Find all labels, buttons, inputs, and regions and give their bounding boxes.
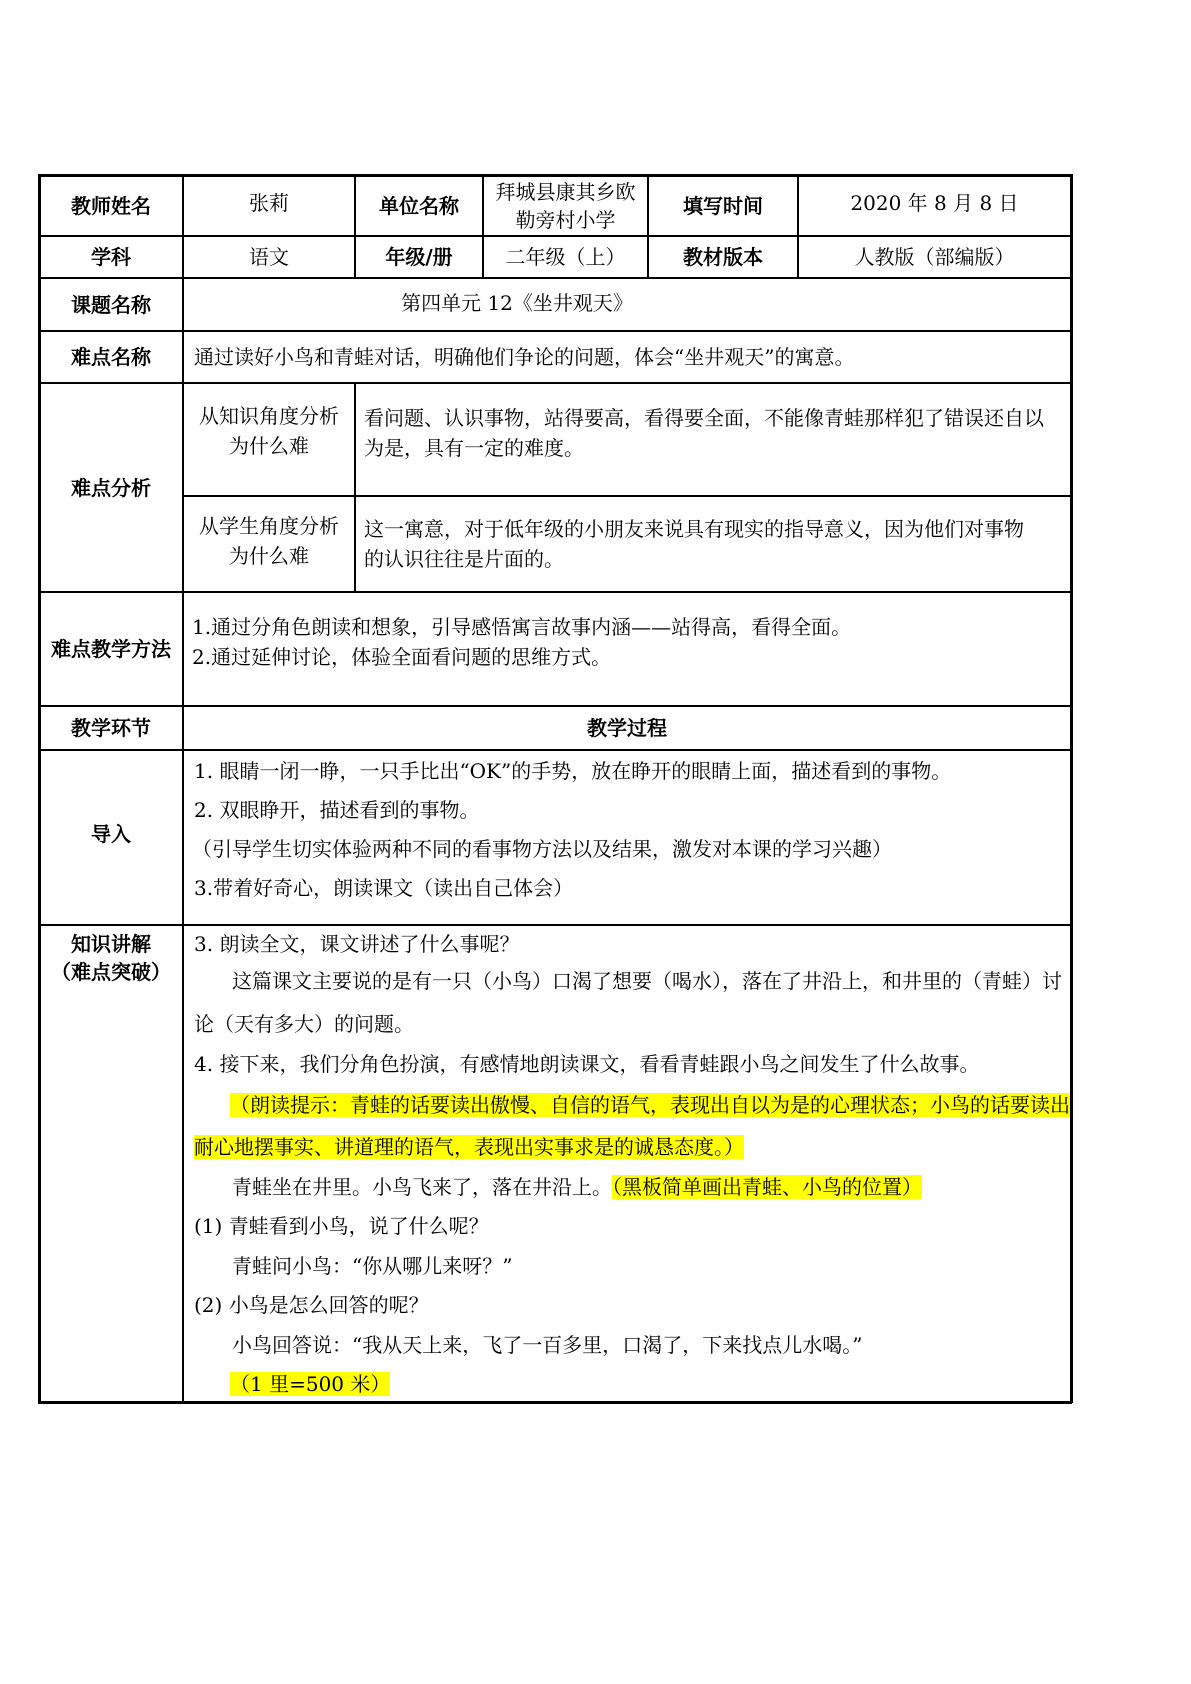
- unit-name-line: 拜城县康其乡欧: [495, 179, 636, 204]
- knowledge-line: 4. 接下来，我们分角色扮演，有感情地朗读课文，看看青蛙跟小鸟之间发生了什么故事。: [194, 1052, 980, 1076]
- method-label: 难点教学方法: [51, 637, 171, 661]
- unit-name-value: [484, 176, 647, 235]
- knowledge-highlight-line: [194, 1086, 1070, 1128]
- knowledge-line: 3. 朗读全文，课文讲述了什么事呢？: [194, 932, 520, 956]
- method-text: [192, 612, 1062, 692]
- knowledge-angle-line: 为是，具有一定的难度。: [364, 436, 584, 460]
- unit-name-label: 单位名称: [379, 193, 459, 218]
- knowledge-line: 小鸟回答说：“我从天上来，飞了一百多里，口渴了，下来找点儿水喝。”: [232, 1333, 863, 1357]
- table-border-right: [1070, 174, 1073, 1403]
- intro-label: 导入: [91, 821, 131, 846]
- reading-tip: （朗读提示：青蛙的话要读出傲慢、自信的语气，表现出自以为是的心理状态；小鸟的话要读出: [230, 1093, 1070, 1117]
- difficulty-label: 难点名称: [71, 345, 151, 369]
- topic-label: 课题名称: [71, 292, 151, 317]
- method-line: 2.通过延伸讨论，体验全面看问题的思维方式。: [192, 645, 612, 669]
- student-angle-line: 这一寓意，对于低年级的小朋友来说具有现实的指导意义，因为他们对事物: [364, 517, 1024, 541]
- student-angle-label-line: 从学生角度分析: [199, 514, 339, 538]
- table-rule: [354, 382, 356, 592]
- blackboard-note: （黑板简单画出青蛙、小鸟的位置）: [612, 1175, 922, 1199]
- edition-value: 人教版（部编版）: [854, 245, 1015, 269]
- date-value: 2020 年 8 月 8 日: [850, 190, 1019, 215]
- intro-line: （引导学生切实体验两种不同的看事物方法以及结果，激发对本课的学习兴趣）: [192, 837, 892, 861]
- knowledge-angle-label-line: 为什么难: [229, 433, 309, 458]
- grade-value: 二年级（上）: [505, 245, 626, 269]
- stage-header: 教学环节: [71, 716, 151, 740]
- knowledge-highlight-line: [194, 1128, 1066, 1168]
- knowledge-label-line: 知识讲解: [71, 932, 151, 956]
- knowledge-label: [40, 930, 182, 990]
- intro-line: 2. 双眼睁开，描述看到的事物。: [194, 798, 480, 822]
- teacher-name-value: 张莉: [249, 190, 289, 215]
- unit-name-line: 勒旁村小学: [515, 207, 616, 232]
- knowledge-label-line: （难点突破）: [51, 960, 171, 984]
- knowledge-highlight-line: [194, 1365, 1066, 1401]
- table-rule: [38, 591, 1072, 593]
- difficulty-value: 通过读好小鸟和青蛙对话，明确他们争论的问题，体会“坐井观天”的寓意。: [194, 345, 855, 369]
- date-label: 填写时间: [683, 193, 763, 218]
- teacher-name-label: 教师姓名: [71, 193, 151, 218]
- knowledge-angle-text: [364, 403, 1068, 483]
- edition-label: 教材版本: [683, 245, 763, 269]
- subject-label: 学科: [91, 245, 131, 269]
- intro-text: [194, 751, 1064, 924]
- table-rule: [182, 174, 184, 1403]
- story-text: 青蛙坐在井里。小鸟飞来了，落在井沿上。: [232, 1175, 612, 1199]
- method-line: 1.通过分角色朗读和想象，引导感悟寓言故事内涵——站得高，看得全面。: [192, 615, 852, 639]
- grade-label: 年级/册: [385, 245, 453, 269]
- student-angle-label: [184, 497, 354, 591]
- student-angle-label-line: 为什么难: [229, 544, 309, 568]
- knowledge-angle-label-line: 从知识角度分析: [199, 403, 339, 428]
- knowledge-line: (1) 青蛙看到小鸟，说了什么呢？: [194, 1214, 489, 1238]
- analysis-label: 难点分析: [71, 475, 151, 500]
- knowledge-text: [194, 925, 1070, 1401]
- knowledge-line: (2) 小鸟是怎么回答的呢？: [194, 1293, 429, 1317]
- knowledge-angle-label: [184, 384, 354, 495]
- subject-value: 语文: [249, 245, 289, 269]
- intro-line: 3.带着好奇心，朗读课文（读出自己体会）: [194, 876, 574, 900]
- knowledge-line: 这篇课文主要说的是有一只（小鸟）口渴了想要（喝水），落在了井沿上，和井里的（青蛙）讨: [232, 969, 1062, 993]
- unit-conversion-note: （1 里=500 米）: [230, 1372, 391, 1396]
- student-angle-line: 的认识往往是片面的。: [364, 547, 564, 571]
- knowledge-angle-line: 看问题、认识事物，站得要高，看得要全面，不能像青蛙那样犯了错误还自以: [364, 406, 1044, 430]
- knowledge-line: [194, 1168, 1066, 1207]
- student-angle-text: [364, 514, 1068, 584]
- process-header: 教学过程: [587, 716, 667, 740]
- reading-tip: 耐心地摆事实、讲道理的语气，表现出实事求是的诚恳态度。）: [194, 1135, 744, 1159]
- table-border-bottom: [38, 1401, 1072, 1404]
- intro-line: 1. 眼睛一闭一睁，一只手比出“OK”的手势，放在睁开的眼睛上面，描述看到的事物。: [194, 759, 952, 783]
- knowledge-line: 论（天有多大）的问题。: [194, 1012, 414, 1036]
- topic-value: 第四单元 12《坐井观天》: [401, 290, 633, 315]
- knowledge-line: 青蛙问小鸟：“你从哪儿来呀？”: [232, 1254, 513, 1278]
